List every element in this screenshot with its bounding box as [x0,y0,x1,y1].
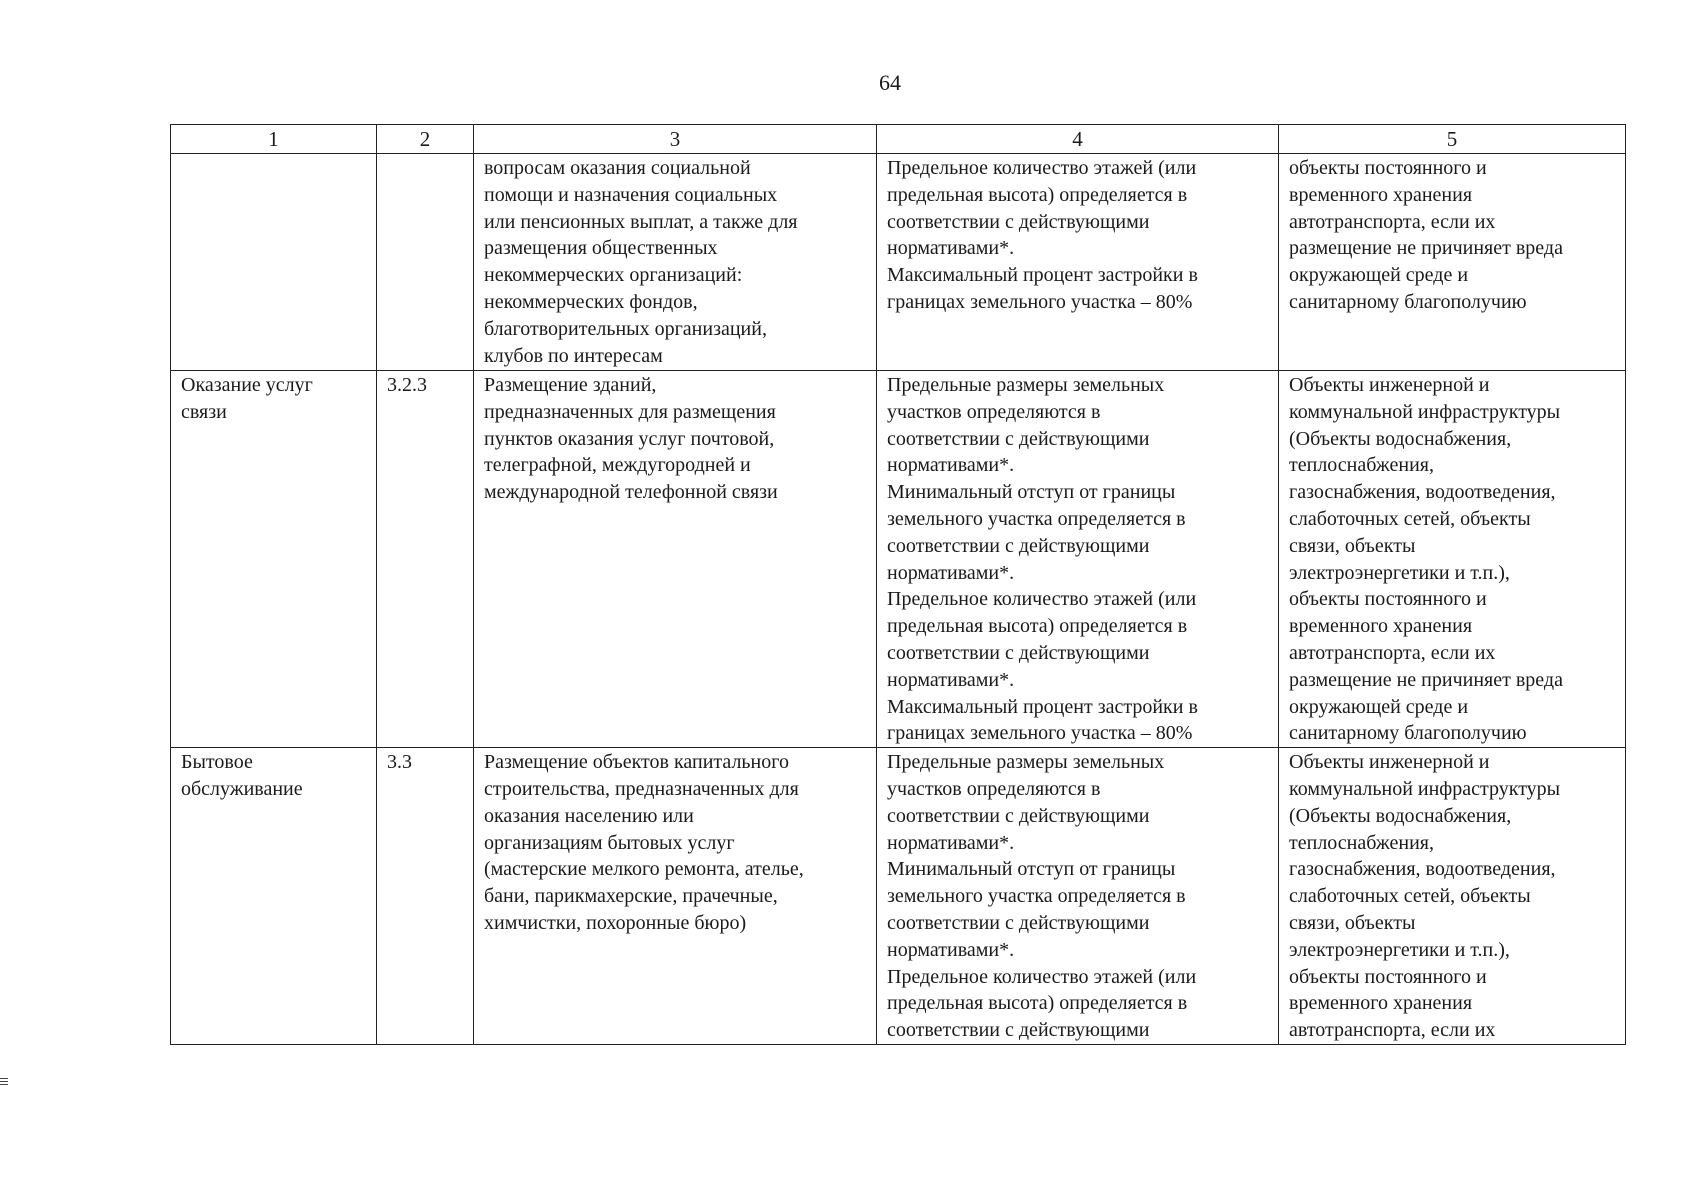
text-line: коммунальной инфраструктуры [1289,400,1561,423]
text-line: размещение не причиняет вреда [1289,668,1563,691]
text-line: участков определяются в [887,777,1101,800]
text-line: слаботочных сетей, объекты [1289,507,1531,530]
header-col-3: 3 [474,125,877,154]
text-line: размещения общественных [484,237,718,260]
text-line: строительства, предназначенных для [484,777,799,800]
scan-edge-mark [0,1078,8,1086]
text-line: нормативами*. [887,831,1015,854]
text-line: Предельные размеры земельных [887,751,1165,774]
text-line: оказания населению или [484,804,694,827]
text-line: участков определяются в [887,400,1101,423]
text-line: связи, объекты [1289,534,1416,557]
text-line: окружающей среде и [1289,264,1469,287]
text-line: нормативами*. [887,454,1015,477]
use-name-cell [171,371,377,748]
text-line: соответствии с действующими [887,641,1150,664]
text-line: вопросам оказания социальной [484,157,751,179]
text-line: пунктов оказания услуг почтовой, [484,427,775,450]
parameters-cell [877,154,1279,371]
table-row [171,748,1626,1045]
header-col-5: 5 [1279,125,1626,154]
text-line: газоснабжения, водоотведения, [1289,858,1556,881]
auxiliary-uses-cell [1279,748,1626,1045]
text-line: объекты постоянного и [1289,588,1487,611]
text-line: (Объекты водоснабжения, [1289,804,1512,827]
text-line: санитарному благополучию [1289,290,1527,313]
text-line: Максимальный процент застройки в [887,695,1198,718]
use-description-cell [474,371,877,748]
parameters-cell [877,371,1279,748]
text-line: электроэнергетики и т.п.), [1289,938,1510,961]
text-line: соответствии с действующими [887,427,1150,450]
text-line: Объекты инженерной и [1289,374,1490,396]
use-code: 3.3 [387,751,412,774]
use-name-cell [171,748,377,1045]
header-col-2: 2 [377,125,474,154]
text-line: телеграфной, междугородней и [484,454,751,477]
text-line: некоммерческих фондов, [484,290,698,313]
text-line: нормативами*. [887,668,1015,691]
use-code: 3.2.3 [387,374,427,396]
text-line: соответствии с действующими [887,911,1150,934]
text-line: нормативами*. [887,237,1015,260]
land-use-table [170,124,1626,1045]
text-line: нормативами*. [887,938,1015,961]
text-line: Предельные размеры земельных [887,374,1165,396]
text-line: Предельное количество этажей (или [887,157,1197,179]
text-line: Минимальный отступ от границы [887,481,1176,504]
use-code-cell [377,154,474,371]
text-line: (Объекты водоснабжения, [1289,427,1512,450]
text-line: Размещение объектов капитального [484,751,789,774]
text-line: автотранспорта, если их [1289,641,1496,664]
text-line: Оказание услуг [181,374,313,396]
auxiliary-uses-cell [1279,371,1626,748]
text-line: международной телефонной связи [484,481,778,504]
table-row [171,371,1626,748]
text-line: клубов по интересам [484,344,663,367]
text-line: связи [181,400,227,423]
text-line: благотворительных организаций, [484,317,767,340]
page-number: 64 [879,70,901,95]
text-line: предельная высота) определяется в [887,992,1188,1015]
use-description-cell [474,154,877,371]
text-line: соответствии с действующими [887,534,1150,557]
parameters-cell [877,748,1279,1045]
text-line: соответствии с действующими [887,210,1150,233]
use-code-cell [377,371,474,748]
text-line: теплоснабжения, [1289,831,1434,854]
text-line: Минимальный отступ от границы [887,858,1176,881]
text-line: газоснабжения, водоотведения, [1289,481,1556,504]
text-line: земельного участка определяется в [887,507,1186,530]
text-line: окружающей среде и [1289,695,1469,718]
text-line: предельная высота) определяется в [887,183,1188,206]
text-line: организациям бытовых услуг [484,831,735,854]
text-line: границах земельного участка – 80% [887,722,1193,745]
text-line: земельного участка определяется в [887,885,1186,908]
use-description-cell [474,748,877,1045]
text-line: предельная высота) определяется в [887,615,1188,638]
auxiliary-uses-cell [1279,154,1626,371]
text-line: Объекты инженерной и [1289,751,1490,774]
table-header [171,125,1626,154]
text-line: соответствии с действующими [887,1019,1150,1042]
text-line: некоммерческих организаций: [484,264,743,287]
text-line: (мастерские мелкого ремонта, ателье, [484,858,804,881]
text-line: санитарному благополучию [1289,722,1527,745]
text-line: связи, объекты [1289,911,1416,934]
use-code-cell [377,748,474,1045]
text-line: обслуживание [181,777,303,800]
text-line: коммунальной инфраструктуры [1289,777,1561,800]
table-body [171,154,1626,1045]
text-line: электроэнергетики и т.п.), [1289,561,1510,584]
table-row [171,154,1626,371]
text-line: слаботочных сетей, объекты [1289,885,1531,908]
text-line: предназначенных для размещения [484,400,776,423]
text-line: временного хранения [1289,992,1473,1015]
header-col-1: 1 [171,125,377,154]
text-line: помощи и назначения социальных [484,183,778,206]
text-line: соответствии с действующими [887,804,1150,827]
text-line: бани, парикмахерские, прачечные, [484,885,778,908]
text-line: объекты постоянного и [1289,965,1487,988]
text-line: нормативами*. [887,561,1015,584]
text-line: Предельное количество этажей (или [887,965,1197,988]
text-line: объекты постоянного и [1289,157,1487,179]
text-line: Предельное количество этажей (или [887,588,1197,611]
text-line: или пенсионных выплат, а также для [484,210,798,233]
text-line: автотранспорта, если их [1289,1019,1496,1042]
text-line: границах земельного участка – 80% [887,290,1193,313]
text-line: временного хранения [1289,615,1473,638]
text-line: Бытовое [181,751,253,774]
use-name-cell [171,154,377,371]
header-row [171,125,1626,154]
text-line: автотранспорта, если их [1289,210,1496,233]
text-line: теплоснабжения, [1289,454,1434,477]
text-line: размещение не причиняет вреда [1289,237,1563,260]
text-line: химчистки, похоронные бюро) [484,911,747,934]
text-line: Максимальный процент застройки в [887,264,1198,287]
header-col-4: 4 [877,125,1279,154]
text-line: временного хранения [1289,183,1473,206]
text-line: Размещение зданий, [484,374,657,396]
